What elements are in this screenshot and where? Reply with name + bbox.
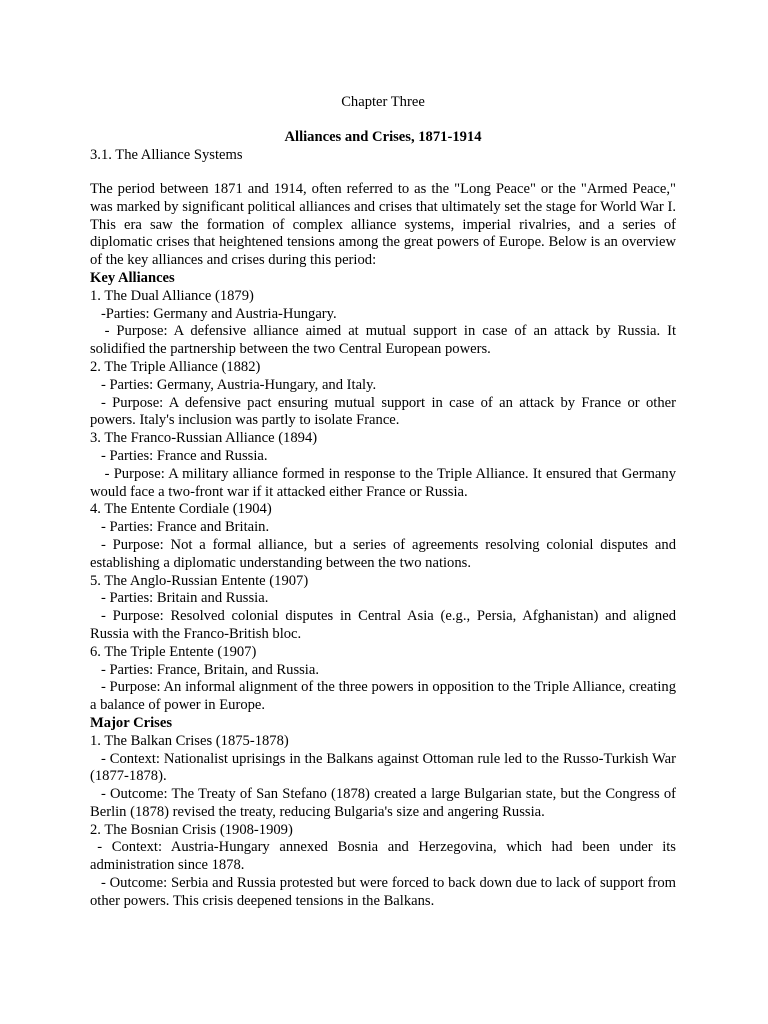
list-item: - Purpose: Not a formal alliance, but a series of agreements resolving colonial disputes and establishing a diplomatic understanding between the two nations. <box>90 536 676 571</box>
key-alliances-heading: Key Alliances <box>90 269 175 286</box>
list-item: 2. The Triple Alliance (1882) <box>90 358 261 375</box>
list-item: - Parties: Britain and Russia. <box>100 590 269 607</box>
list-item: - Purpose: An informal alignment of the three powers in opposition to the Triple Alliance, creating a balance of power in Europe. <box>90 679 676 714</box>
list-item: 3. The Franco-Russian Alliance (1894) <box>90 430 318 447</box>
list-item: - Purpose: A defensive alliance aimed at mutual support in case of an attack by Russia. It solidified the partnership between the two Central European powers. <box>90 323 676 358</box>
list-item: - Purpose: Resolved colonial disputes in Central Asia (e.g., Persia, Afghanistan) and aligned Russia with the Franco-British bloc. <box>90 608 676 642</box>
document-page <box>90 93 676 911</box>
key-alliances-list <box>90 288 676 715</box>
list-item: - Purpose: A military alliance formed in response to the Triple Alliance. It ensured that Germany would face a two-front war if it attacked either France or Russia. <box>90 465 676 500</box>
document-title: Alliances and Crises, 1871-1914 <box>284 129 482 145</box>
intro-paragraph: The period between 1871 and 1914, often referred to as the "Long Peace" or the "Armed Peace," was marked by significant political alliances and crises that ultimately set the stage for World War I. This era saw the formation of complex alliance systems, imperial rivalries, and a series of diplomatic crises that heightened tensions among the great powers of Europe. Below is an overview of the key alliances and crises during this period: <box>90 181 676 269</box>
list-item: - Context: Austria-Hungary annexed Bosnia and Herzegovina, which had been under its administration since 1878. <box>90 839 676 874</box>
major-crises-list <box>90 733 676 911</box>
list-item: 4. The Entente Cordiale (1904) <box>90 501 272 518</box>
list-item: 1. The Balkan Crises (1875-1878) <box>90 732 289 749</box>
list-item: 6. The Triple Entente (1907) <box>90 643 257 660</box>
section-heading: 3.1. The Alliance Systems <box>90 147 243 163</box>
list-item: - Parties: France, Britain, and Russia. <box>100 661 319 678</box>
list-item: - Outcome: Serbia and Russia protested but were forced to back down due to lack of support from other powers. This crisis deepened tensions in the Balkans. <box>90 875 676 909</box>
chapter-label: Chapter Three <box>341 94 425 110</box>
list-item: - Purpose: A defensive pact ensuring mutual support in case of an attack by France or other powers. Italy's inclusion was partly to isolate France. <box>90 394 676 429</box>
list-item: 1. The Dual Alliance (1879) <box>90 287 254 304</box>
list-item: - Parties: Germany, Austria-Hungary, and Italy. <box>100 376 377 393</box>
list-item: - Parties: France and Russia. <box>100 447 268 464</box>
major-crises-heading: Major Crises <box>90 714 172 731</box>
list-item: 2. The Bosnian Crisis (1908-1909) <box>90 821 293 838</box>
list-item: - Context: Nationalist uprisings in the Balkans against Ottoman rule led to the Russo-Turkish War (1877-1878). <box>90 750 676 785</box>
list-item: 5. The Anglo-Russian Entente (1907) <box>90 572 309 589</box>
list-item: -Parties: Germany and Austria-Hungary. <box>100 305 337 322</box>
list-item: - Parties: France and Britain. <box>100 519 270 536</box>
list-item: - Outcome: The Treaty of San Stefano (1878) created a large Bulgarian state, but the Congress of Berlin (1878) revised the treaty, reducing Bulgaria's size and angering Russia. <box>90 786 676 820</box>
